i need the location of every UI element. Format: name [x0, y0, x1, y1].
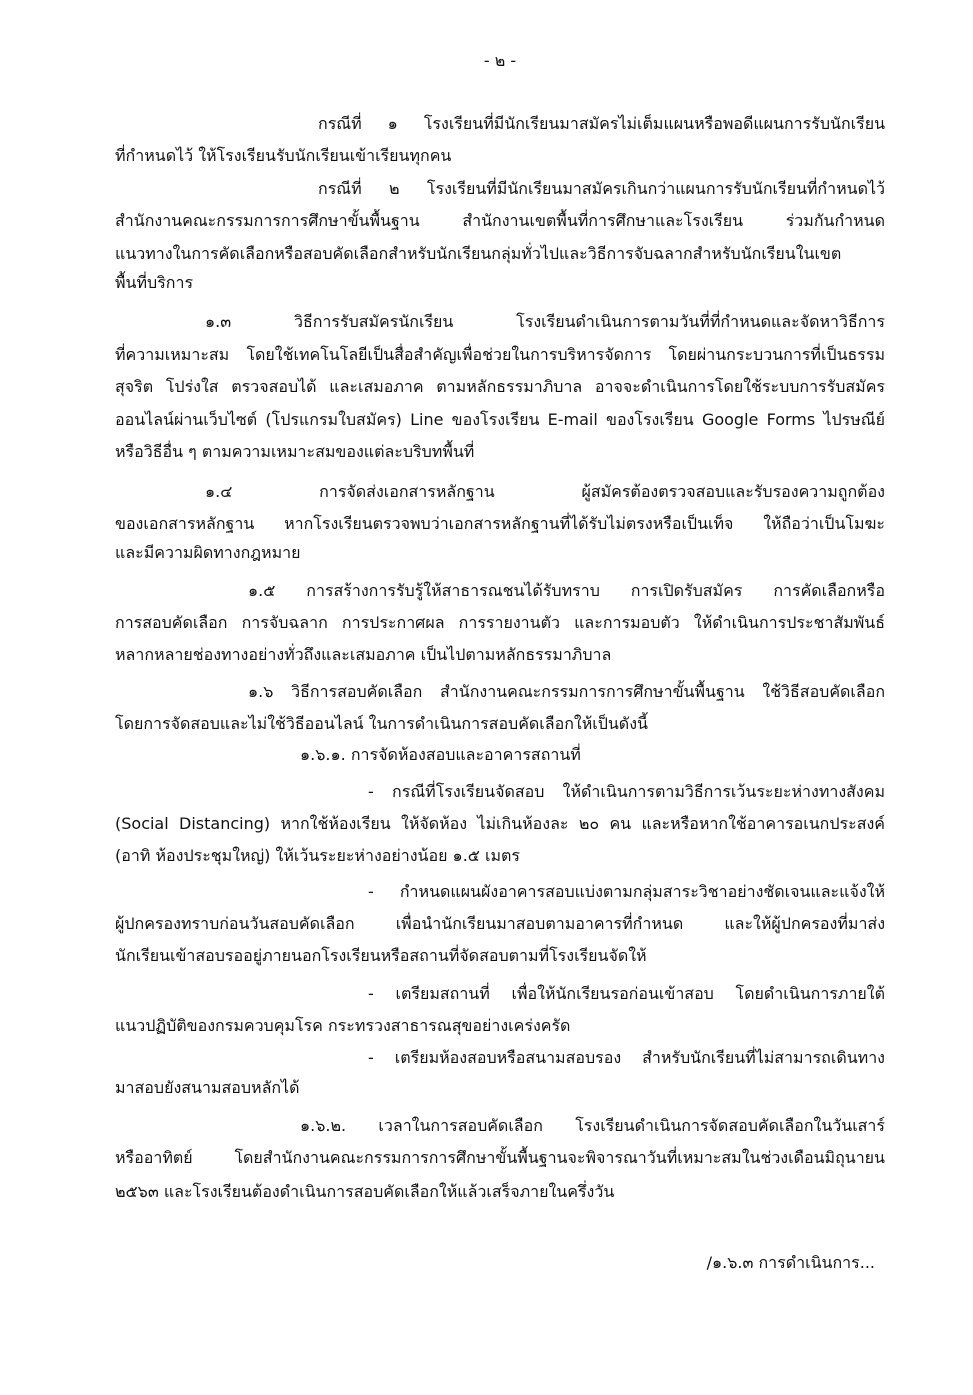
s1-6-2-line-2: หรืออาทิตย์ โดยสำนักงานคณะกรรมการการศึกษาขั้นพื้นฐานจะพิจารณาวันที่เหมาะสมในช่วงเดือนมิถุนายน — [115, 1148, 885, 1167]
b1-line-1: - กรณีที่โรงเรียนจัดสอบ ให้ดำเนินการตามวิธีการเว้นระยะห่างทางสังคม — [368, 782, 885, 801]
b2-line-2: ผู้ปกครองทราบก่อนวันสอบคัดเลือก เพื่อนำนักเรียนมาสอบตามอาคารที่กำหนด และให้ผู้ปกครองที่มาส่ง — [115, 914, 885, 933]
b3-line-2: แนวปฏิบัติของกรมควบคุมโรค กระทรวงสาธารณสุขอย่างเคร่งครัด — [115, 1016, 571, 1035]
b4-line-1: - เตรียมห้องสอบหรือสนามสอบรอง สำหรับนักเรียนที่ไม่สามารถเดินทาง — [368, 1048, 885, 1067]
b1-line-3: (อาทิ ห้องประชุมใหญ่) ให้เว้นระยะห่างอย่างน้อย ๑.๕ เมตร — [115, 846, 520, 865]
b4-line-2: มาสอบยังสนามสอบหลักได้ — [115, 1078, 300, 1097]
case2-line-1: กรณีที่ ๒ โรงเรียนที่มีนักเรียนมาสมัครเกินกว่าแผนการรับนักเรียนที่กำหนดไว้ — [318, 179, 885, 198]
case2-line-2: สำนักงานคณะกรรมการการศึกษาขั้นพื้นฐาน สำนักงานเขตพื้นที่การศึกษาและโรงเรียน ร่วมกันกำหนด — [115, 211, 885, 230]
s1-3-line-2: ที่ความเหมาะสม โดยใช้เทคโนโลยีเป็นสื่อสำคัญเพื่อช่วยในการบริหารจัดการ โดยผ่านกระบวนการที่เป็นธรรม — [115, 345, 885, 364]
s1-6-2-line-3: ๒๕๖๓ และโรงเรียนต้องดำเนินการสอบคัดเลือกให้แล้วเสร็จภายในครึ่งวัน — [115, 1182, 615, 1201]
s1-3-line-3: สุจริต โปร่งใส ตรวจสอบได้ และเสมอภาค ตามหลักธรรมาภิบาล อาจจะดำเนินการโดยใช้ระบบการรับสมัคร — [115, 377, 885, 396]
b3-line-1: - เตรียมสถานที่ เพื่อให้นักเรียนรอก่อนเข้าสอบ โดยดำเนินการภายใต้ — [368, 984, 885, 1003]
s1-6-2-line-1: ๑.๖.๒. เวลาในการสอบคัดเลือก โรงเรียนดำเนินการจัดสอบคัดเลือกในวันเสาร์ — [300, 1116, 885, 1135]
s1-6-line-1: ๑.๖ วิธีการสอบคัดเลือก สำนักงานคณะกรรมการการศึกษาขั้นพื้นฐาน ใช้วิธีสอบคัดเลือก — [248, 682, 885, 701]
s1-3-line-5: หรือวิธีอื่น ๆ ตามความเหมาะสมของแต่ละบริบทพื้นที่ — [115, 442, 475, 461]
s1-4-line-2: ของเอกสารหลักฐาน หากโรงเรียนตรวจพบว่าเอกสารหลักฐานที่ได้รับไม่ตรงหรือเป็นเท็จ ให้ถือว่าเป็นโมฆะ — [115, 514, 885, 533]
s1-5-line-1: ๑.๕ การสร้างการรับรู้ให้สาธารณชนได้รับทราบ การเปิดรับสมัคร การคัดเลือกหรือ — [248, 581, 885, 600]
case2-line-4: พื้นที่บริการ — [115, 273, 194, 292]
s1-4-line-1: ๑.๔ การจัดส่งเอกสารหลักฐาน ผู้สมัครต้องตรวจสอบและรับรองความถูกต้อง — [205, 482, 885, 501]
b2-line-3: นักเรียนเข้าสอบรออยู่ภายนอกโรงเรียนหรือสถานที่จัดสอบตามที่โรงเรียนจัดให้ — [115, 946, 647, 965]
case1-line-1: กรณีที่ ๑ โรงเรียนที่มีนักเรียนมาสมัครไม่เต็มแผนหรือพอดีแผนการรับนักเรียน — [318, 114, 885, 133]
s1-5-line-2: การสอบคัดเลือก การจับฉลาก การประกาศผล การรายงานตัว และการมอบตัว ให้ดำเนินการประชาสัมพันธ์ — [115, 613, 885, 632]
b2-line-1: - กำหนดแผนผังอาคารสอบแบ่งตามกลุ่มสาระวิชาอย่างชัดเจนและแจ้งให้ — [368, 882, 885, 901]
b1-line-2: (Social Distancing) หากใช้ห้องเรียน ให้จัดห้อง ไม่เกินห้องละ ๒๐ คน และหรือหากใช้อาคารอเนกประสงค์ — [115, 814, 885, 833]
case1-line-2: ที่กำหนดไว้ ให้โรงเรียนรับนักเรียนเข้าเรียนทุกคน — [115, 146, 452, 165]
s1-3-line-1: ๑.๓ วิธีการรับสมัครนักเรียน โรงเรียนดำเนินการตามวันที่ที่กำหนดและจัดหาวิธีการ — [205, 312, 885, 331]
s1-4-line-3: และมีความผิดทางกฎหมาย — [115, 543, 301, 562]
continuation-footer: /๑.๖.๓ การดำเนินการ... — [706, 1253, 875, 1272]
s1-5-line-3: หลากหลายช่องทางอย่างทั่วถึงและเสมอภาค เป็นไปตามหลักธรรมาภิบาล — [115, 645, 612, 664]
s1-3-line-4: ออนไลน์ผ่านเว็บไซต์ (โปรแกรมใบสมัคร) Line ของโรงเรียน E-mail ของโรงเรียน Google Forms ไปรษณีย์ — [115, 410, 885, 429]
s1-6-1-title: ๑.๖.๑. การจัดห้องสอบและอาคารสถานที่ — [300, 745, 581, 764]
case2-line-3: แนวทางในการคัดเลือกหรือสอบคัดเลือกสำหรับนักเรียนกลุ่มทั่วไปและวิธีการจับฉลากสำหรับนักเรียนในเขต — [115, 244, 842, 263]
page-number: - ๒ - — [483, 51, 517, 70]
s1-6-line-2: โดยการจัดสอบและไม่ใช้วิธีออนไลน์ ในการดำเนินการสอบคัดเลือกให้เป็นดังนี้ — [115, 714, 648, 733]
